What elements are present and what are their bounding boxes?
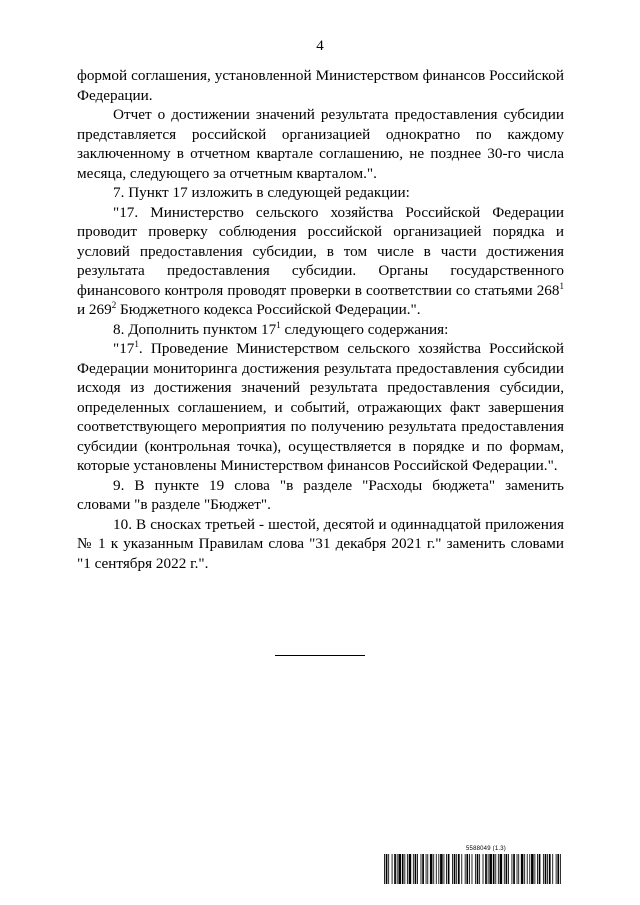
barcode-image — [384, 854, 562, 884]
document-body — [77, 66, 564, 573]
paragraph-item-9: 9. В пункте 19 слова "в разделе "Расходы бюджета" заменить словами "в разделе "Бюджет". — [77, 476, 564, 513]
paragraph-item-17-1-text — [77, 339, 564, 476]
item-17-text-part-3: Бюджетного кодекса Российской Федерации.". — [116, 301, 421, 318]
paragraph-form-of-agreement: формой соглашения, установленной Министерством финансов Российской Федерации. — [77, 67, 564, 104]
paragraph-item-7: 7. Пункт 17 изложить в следующей редакции: — [113, 184, 410, 201]
item-17-text-part-2: и 269 — [77, 301, 112, 318]
paragraph-report: Отчет о достижении значений результата предоставления субсидии представляется российской организацией однократно по каждому заключенному в отчетном квартале соглашению, не позднее 30-го числа месяца, следующего за отчетным кварталом.". — [77, 106, 564, 182]
end-separator-line — [275, 655, 365, 656]
item-17-text-part-1: "17. Министерство сельского хозяйства Российской Федерации проводит проверку соблюдения российской организацией порядка и условий предоставления субсидии, в том числе в части достижения результата предоставления субсидии. Органы государственного финансового контроля проводят проверки в соответствии со статьями 268 — [77, 203, 564, 299]
item-17-1-part-2: . Проведение Министерством сельского хозяйства Российской Федерации мониторинга достижения результата предоставления субсидии исходя из достижения значений результата предоставления субсидии, определенных соглашением, и событий, отражающих факт завершения соответствующего мероприятия по получению результата предоставления субсидии (контрольная точка), осуществляется в порядке и по формам, которые установлены Министерством финансов Российской Федерации.". — [77, 340, 564, 474]
superscript-269: 2 — [111, 300, 117, 310]
page-number: 4 — [316, 38, 324, 54]
item-8-part-1: 8. Дополнить пунктом 17 — [113, 320, 277, 338]
item-8-part-2: следующего содержания: — [280, 320, 449, 338]
paragraph-item-8 — [77, 320, 564, 340]
item-17-1-part-1: "17 — [113, 340, 135, 357]
superscript-17-1: 1 — [276, 319, 281, 330]
superscript-17-1-text: 1 — [134, 339, 139, 349]
paragraph-item-10: 10. В сносках третьей - шестой, десятой и одиннадцатой приложения № 1 к указанным Правилам слова "31 декабря 2021 г." заменить словами "1 сентября 2022 г.". — [77, 515, 564, 572]
barcode-label: 5588049 (1.3) — [466, 846, 506, 852]
superscript-268: 1 — [559, 280, 564, 291]
paragraph-item-17-text — [77, 203, 564, 320]
